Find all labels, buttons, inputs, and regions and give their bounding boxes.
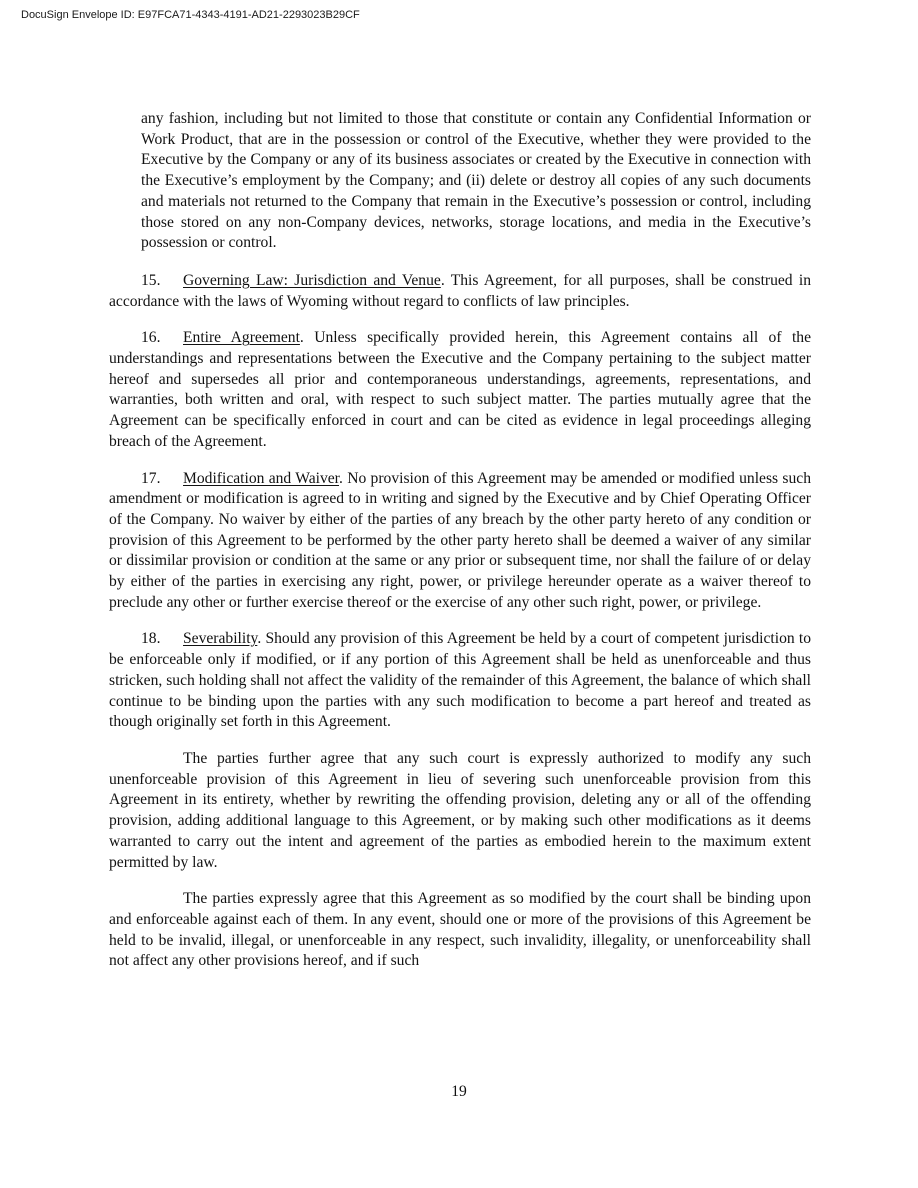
section-number: 18.	[141, 630, 161, 648]
section-text: . Should any provision of this Agreement be held by a court of competent jurisdiction to be enforceable only if modified, or if any portion of this Agreement shall be held as unenforceable and thus stricken, such holding shall not affect the validity of the remainder of this Agreement, the balance of which shall continue to be binding upon the parties with any such modification to become a part hereof and treated as though originally set forth in this Agreement.	[109, 630, 811, 731]
envelope-id: DocuSign Envelope ID: E97FCA71-4343-4191-AD21-2293023B29CF	[21, 9, 360, 21]
section-governing-law	[109, 271, 811, 312]
section-text: . Unless specifically provided herein, this Agreement contains all of the understandings and representations between the Executive and the Company pertaining to the subject matter hereof and supersedes all prior and contemporaneous understandings, agreements, representations, and warranties, both written and oral, with respect to such subject matter. The parties mutually agree that the Agreement can be specifically enforced in court and can be cited as evidence in legal proceedings alleging breach of the Agreement.	[109, 329, 811, 450]
section-number: 16.	[141, 329, 161, 347]
page-number: 19	[451, 1083, 467, 1100]
section-heading: Entire Agreement	[183, 329, 300, 347]
section-text: . No provision of this Agreement may be amended or modified unless such amendment or modification is agreed to in writing and signed by the Executive and by Chief Operating Officer of the Company. No waiver by either of the parties of any breach by the other party hereto of any condition or provision of this Agreement to be performed by the other party hereto shall be deemed a waiver of any similar or dissimilar provision or condition at the same or any prior or subsequent time, nor shall the failure of or delay by either of the parties in exercising any right, power, or privilege hereunder operate as a waiver thereof to preclude any other or further exercise thereof or the exercise of any other such right, power, or privilege.	[109, 469, 811, 611]
section-number: 15.	[141, 271, 161, 289]
section-modification-waiver	[109, 469, 811, 614]
section-text: . This Agreement, for all purposes, shall be construed in accordance with the laws of Wyoming without regard to conflicts of law principles.	[109, 271, 812, 310]
section-number: 17.	[141, 469, 161, 487]
document-page	[109, 109, 811, 988]
severability-paragraph-2: The parties further agree that any such court is expressly authorized to modify any such unenforceable provision of this Agreement in lieu of severing such unenforceable provision from this Agreement in its entirety, whether by rewriting the offending provision, deleting any or all of the offending provision, adding additional language to this Agreement, or by making such other modifications as it deems warranted to carry out the intent and agreement of the parties as embodied herein to the maximum extent permitted by law.	[109, 749, 811, 871]
section-heading: Governing Law: Jurisdiction and Venue	[183, 271, 441, 289]
section-heading: Severability	[183, 630, 258, 648]
severability-paragraph-3: The parties expressly agree that this Agreement as so modified by the court shall be binding upon and enforceable against each of them. In any event, should one or more of the provisions of this Agreement be held to be invalid, illegal, or unenforceable in any respect, such invalidity, illegality, or unenforceability shall not affect any other provisions hereof, and if such	[109, 890, 811, 970]
section-heading: Modification and Waiver	[183, 469, 340, 487]
section-severability	[109, 629, 811, 733]
section-entire-agreement	[109, 328, 811, 452]
continuation-paragraph: any fashion, including but not limited to those that constitute or contain any Confidential Information or Work Product, that are in the possession or control of the Executive, whether they were provided to the Executive by the Company or any of its business associates or created by the Executive in connection with the Executive’s employment by the Company; and (ii) delete or destroy all copies of any such documents and materials not returned to the Company that remain in the Executive’s possession or control, including those stored on any non-Company devices, networks, storage locations, and media in the Executive’s possession or control.	[141, 110, 811, 252]
